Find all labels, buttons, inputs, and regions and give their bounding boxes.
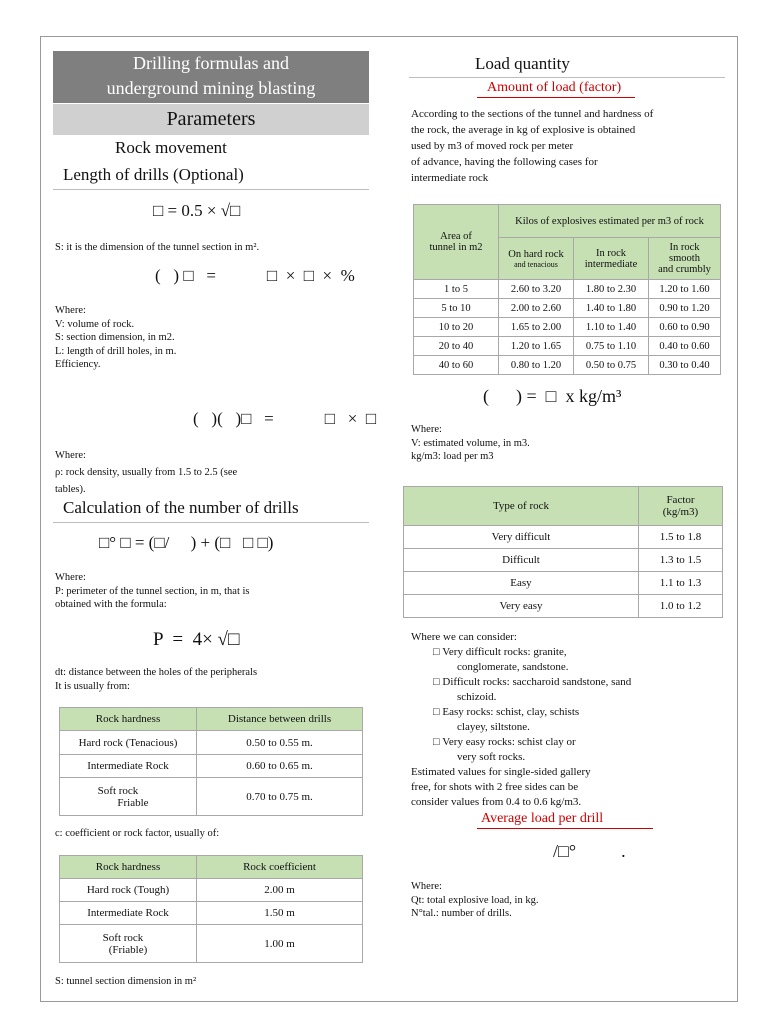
table-cell: Very difficult (404, 526, 639, 549)
consider-label: Where we can consider: (411, 631, 517, 643)
table-cell: Very easy (404, 595, 639, 618)
red-underline (477, 97, 635, 98)
table-row (60, 902, 363, 925)
table-cell: Hard rock (Tough) (60, 879, 197, 902)
table-header-cell: Type of rock (404, 487, 639, 526)
table-header-cell: Rock hardness (60, 856, 197, 879)
table-header-cell: Rock hardness (60, 708, 197, 731)
table-cell: 1.65 to 2.00 (499, 318, 574, 337)
where-ntal: N°tal.: number of drills. (411, 908, 512, 919)
table-cell: 20 to 40 (414, 337, 499, 356)
header-line: and tenacious (514, 259, 558, 269)
table-row (414, 356, 721, 375)
banner-line-1: Drilling formulas and (133, 53, 289, 73)
table-cell: 0.30 to 0.40 (649, 356, 721, 375)
table-cell: 1.40 to 1.80 (574, 299, 649, 318)
table-cell: 1.20 to 1.60 (649, 280, 721, 299)
where-label: Where: (55, 450, 86, 461)
header-line: Area of (440, 231, 472, 242)
where-block-3 (55, 571, 301, 612)
banner-line-2: underground mining blasting (106, 78, 316, 98)
section-rule (53, 522, 369, 523)
table-rock-coefficient (59, 855, 363, 963)
where-block-5 (411, 880, 538, 921)
formula-drills: □° □ = (□/ ) + (□ □ □) (99, 533, 274, 552)
formula-perimeter: P = 4× √□ (153, 629, 240, 650)
table-cell: 1.50 m (197, 902, 363, 925)
table-header-cell (574, 238, 649, 280)
table-cell (60, 778, 197, 816)
where-label: Where: (55, 572, 86, 583)
table-cell: 2.60 to 3.20 (499, 280, 574, 299)
table-row (60, 778, 363, 816)
dt-line-1: dt: distance between the holes of the peripherals (55, 667, 258, 678)
formula-mass: ( )( )□ = □ × □ (193, 409, 377, 428)
table-row (404, 595, 723, 618)
table-cell: 2.00 m (197, 879, 363, 902)
list-item-cont: clayey, siltstone. (457, 721, 530, 733)
load-intro-paragraph (411, 106, 653, 186)
table-row (60, 755, 363, 778)
table-header-cell (639, 487, 723, 526)
estimate-line: free, for shots with 2 free sides can be (411, 781, 579, 793)
table-cell: 10 to 20 (414, 318, 499, 337)
table-cell: Intermediate Rock (60, 755, 197, 778)
where-v: V: volume of rock. (55, 318, 135, 330)
where-label: Where: (55, 305, 86, 316)
table-cell: 2.00 to 2.60 (499, 299, 574, 318)
list-item: □ Very difficult rocks: granite, (433, 646, 567, 658)
table-cell: 1.5 to 1.8 (639, 526, 723, 549)
table-distance-drills (59, 707, 363, 816)
formula-length: □ = 0.5 × √□ (153, 201, 241, 220)
table-cell: 0.40 to 0.60 (649, 337, 721, 356)
dt-note (55, 666, 257, 693)
intro-line: of advance, having the following cases for (411, 156, 598, 168)
table-cell: 0.80 to 1.20 (499, 356, 574, 375)
table-cell: 40 to 60 (414, 356, 499, 375)
list-item-cont: very soft rocks. (457, 751, 526, 763)
c-coefficient-note: c: coefficient or rock factor, usually of: (55, 828, 220, 839)
table-cell: 1.00 m (197, 925, 363, 963)
header-line: Factor (666, 494, 695, 506)
estimate-line: Estimated values for single-sided gallery (411, 766, 591, 778)
formula-load: ( ) = □ x kg/m³ (483, 386, 622, 406)
list-item: □ Very easy rocks: schist clay or (433, 736, 576, 748)
header-line: and crumbly (658, 264, 711, 275)
table-cell: 0.60 to 0.65 m. (197, 755, 363, 778)
where-p-2: obtained with the formula: (55, 599, 167, 610)
intro-line: intermediate rock (411, 172, 489, 184)
red-underline (477, 828, 653, 829)
table-cell: 1.3 to 1.5 (639, 549, 723, 572)
table-row (404, 526, 723, 549)
table-cell: 1.0 to 1.2 (639, 595, 723, 618)
table-cell: Hard rock (Tenacious) (60, 731, 197, 755)
table-cell: Easy (404, 572, 639, 595)
table-header-cell (414, 205, 499, 280)
table-cell: 0.60 to 0.90 (649, 318, 721, 337)
table-cell: 1.80 to 2.30 (574, 280, 649, 299)
where-label: Where: (411, 881, 442, 892)
header-line: On hard rock (508, 248, 564, 260)
list-item: □ Difficult rocks: saccharoid sandstone, sand (433, 676, 632, 688)
where-p-1: P: perimeter of the tunnel section, in m, that is (55, 585, 250, 597)
number-drills-heading: Calculation of the number of drills (63, 498, 299, 517)
table-row (60, 925, 363, 963)
where-kg: kg/m3: load per m3 (411, 451, 494, 462)
table-row (404, 572, 723, 595)
section-rule (409, 77, 725, 78)
where-v: V: estimated volume, in m3. (411, 437, 530, 449)
cell-line: Soft rock (102, 931, 144, 944)
list-item: □ Easy rocks: schist, clay, schists (433, 706, 580, 718)
length-drills-heading: Length of drills (Optional) (63, 165, 244, 184)
s-dimension-note: S: it is the dimension of the tunnel section in m². (55, 242, 260, 253)
table-header-cell: Rock coefficient (197, 856, 363, 879)
header-line: tunnel in m2 (429, 242, 483, 253)
dt-line-2: It is usually from: (55, 680, 130, 692)
header-line: In rock (595, 247, 627, 259)
amount-load-heading: Amount of load (factor) (487, 80, 622, 95)
title-banner (53, 51, 369, 103)
table-cell: 1.20 to 1.65 (499, 337, 574, 356)
table-row (414, 299, 721, 318)
rock-movement-heading: Rock movement (115, 138, 227, 157)
header-line: smooth (669, 253, 700, 264)
cell-line: Soft rock (97, 784, 139, 797)
list-item-cont: conglomerate, sandstone. (457, 661, 569, 673)
section-rule (53, 189, 369, 190)
where-efficiency: Efficiency. (55, 359, 101, 370)
where-s: S: section dimension, in m2. (55, 332, 175, 343)
header-line: intermediate (584, 258, 638, 270)
table-row (60, 731, 363, 755)
parameters-heading: Parameters (53, 104, 369, 135)
cell-line: (Friable) (108, 943, 148, 956)
table-cell: Difficult (404, 549, 639, 572)
table-row (414, 280, 721, 299)
average-load-heading: Average load per drill (481, 811, 604, 826)
rock-types-list (411, 630, 631, 810)
table-cell: 1 to 5 (414, 280, 499, 299)
table-cell: 0.50 to 0.75 (574, 356, 649, 375)
s-tunnel-note: S: tunnel section dimension in m² (55, 976, 197, 987)
header-line: In rock (669, 242, 700, 253)
where-block-1 (55, 304, 176, 372)
table-header-cell: Kilos of explosives estimated per m3 of rock (499, 205, 721, 238)
cell-line: Friable (117, 796, 149, 809)
table-cell: 0.90 to 1.20 (649, 299, 721, 318)
table-explosive-kilos (413, 204, 721, 375)
estimate-line: consider values from 0.4 to 0.6 kg/m3. (411, 796, 582, 808)
where-block-2 (55, 447, 237, 498)
list-item-cont: schizoid. (457, 691, 497, 703)
table-cell: 1.1 to 1.3 (639, 572, 723, 595)
where-qt: Qt: total explosive load, in kg. (411, 894, 539, 906)
document-page (40, 36, 738, 1002)
table-rock-factor (403, 486, 723, 618)
table-cell: 5 to 10 (414, 299, 499, 318)
table-cell: Intermediate Rock (60, 902, 197, 925)
intro-line: the rock, the average in kg of explosive is obtained (411, 124, 636, 136)
where-rho: ρ: rock density, usually from 1.5 to 2.5 (see (55, 467, 238, 478)
formula-volume: ( ) □ = □ × □ × % (155, 266, 355, 285)
table-cell: 0.75 to 1.10 (574, 337, 649, 356)
where-l: L: length of drill holes, in m. (55, 345, 177, 357)
intro-line: used by m3 of moved rock per meter (411, 140, 574, 152)
where-label: Where: (411, 424, 442, 435)
table-cell: 0.70 to 0.75 m. (197, 778, 363, 816)
where-tables: tables). (55, 484, 86, 495)
table-header-cell (649, 238, 721, 280)
intro-line: According to the sections of the tunnel and hardness of (411, 108, 654, 120)
header-line: (kg/m3) (662, 506, 699, 518)
table-cell: 1.10 to 1.40 (574, 318, 649, 337)
table-cell (60, 925, 197, 963)
formula-average-load: /□° . (553, 841, 626, 861)
table-header-cell (499, 238, 574, 280)
table-row (404, 549, 723, 572)
table-row (60, 879, 363, 902)
table-cell: 0.50 to 0.55 m. (197, 731, 363, 755)
load-quantity-heading: Load quantity (475, 54, 570, 73)
table-row (414, 337, 721, 356)
where-block-4 (411, 423, 530, 464)
table-row (414, 318, 721, 337)
table-header-cell: Distance between drills (197, 708, 363, 731)
